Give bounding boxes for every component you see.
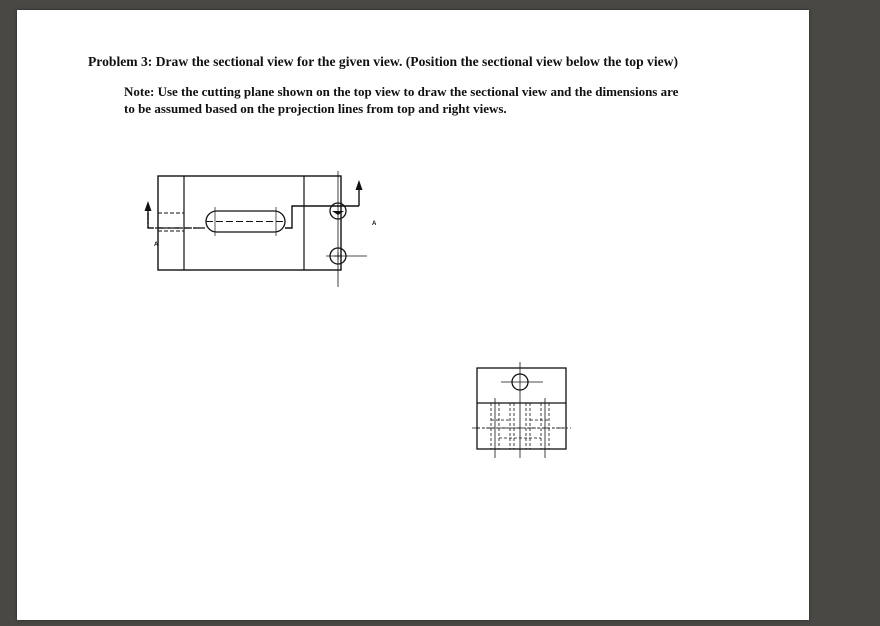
arrow-left-icon [145, 201, 152, 211]
cutting-plane-line [148, 213, 206, 228]
note-line-1: Note: Use the cutting plane shown on the top view to draw the sectional view and the dimensions are [124, 84, 679, 99]
right-view-outline [477, 368, 566, 449]
arrow-right-icon [356, 180, 363, 190]
problem-statement: Problem 3: Draw the sectional view for the given view. (Position the sectional view below the top view) [88, 54, 678, 69]
note-line-2: to be assumed based on the projection lines from top and right views. [124, 101, 507, 116]
right-view-drawing [469, 362, 579, 462]
cutting-plane-label-right: A [372, 221, 377, 227]
top-view-drawing [127, 162, 387, 292]
cutting-plane-label-left: A [154, 242, 159, 248]
top-view-outline [158, 176, 341, 270]
note-paragraph [124, 83, 764, 117]
document-page [17, 10, 809, 620]
